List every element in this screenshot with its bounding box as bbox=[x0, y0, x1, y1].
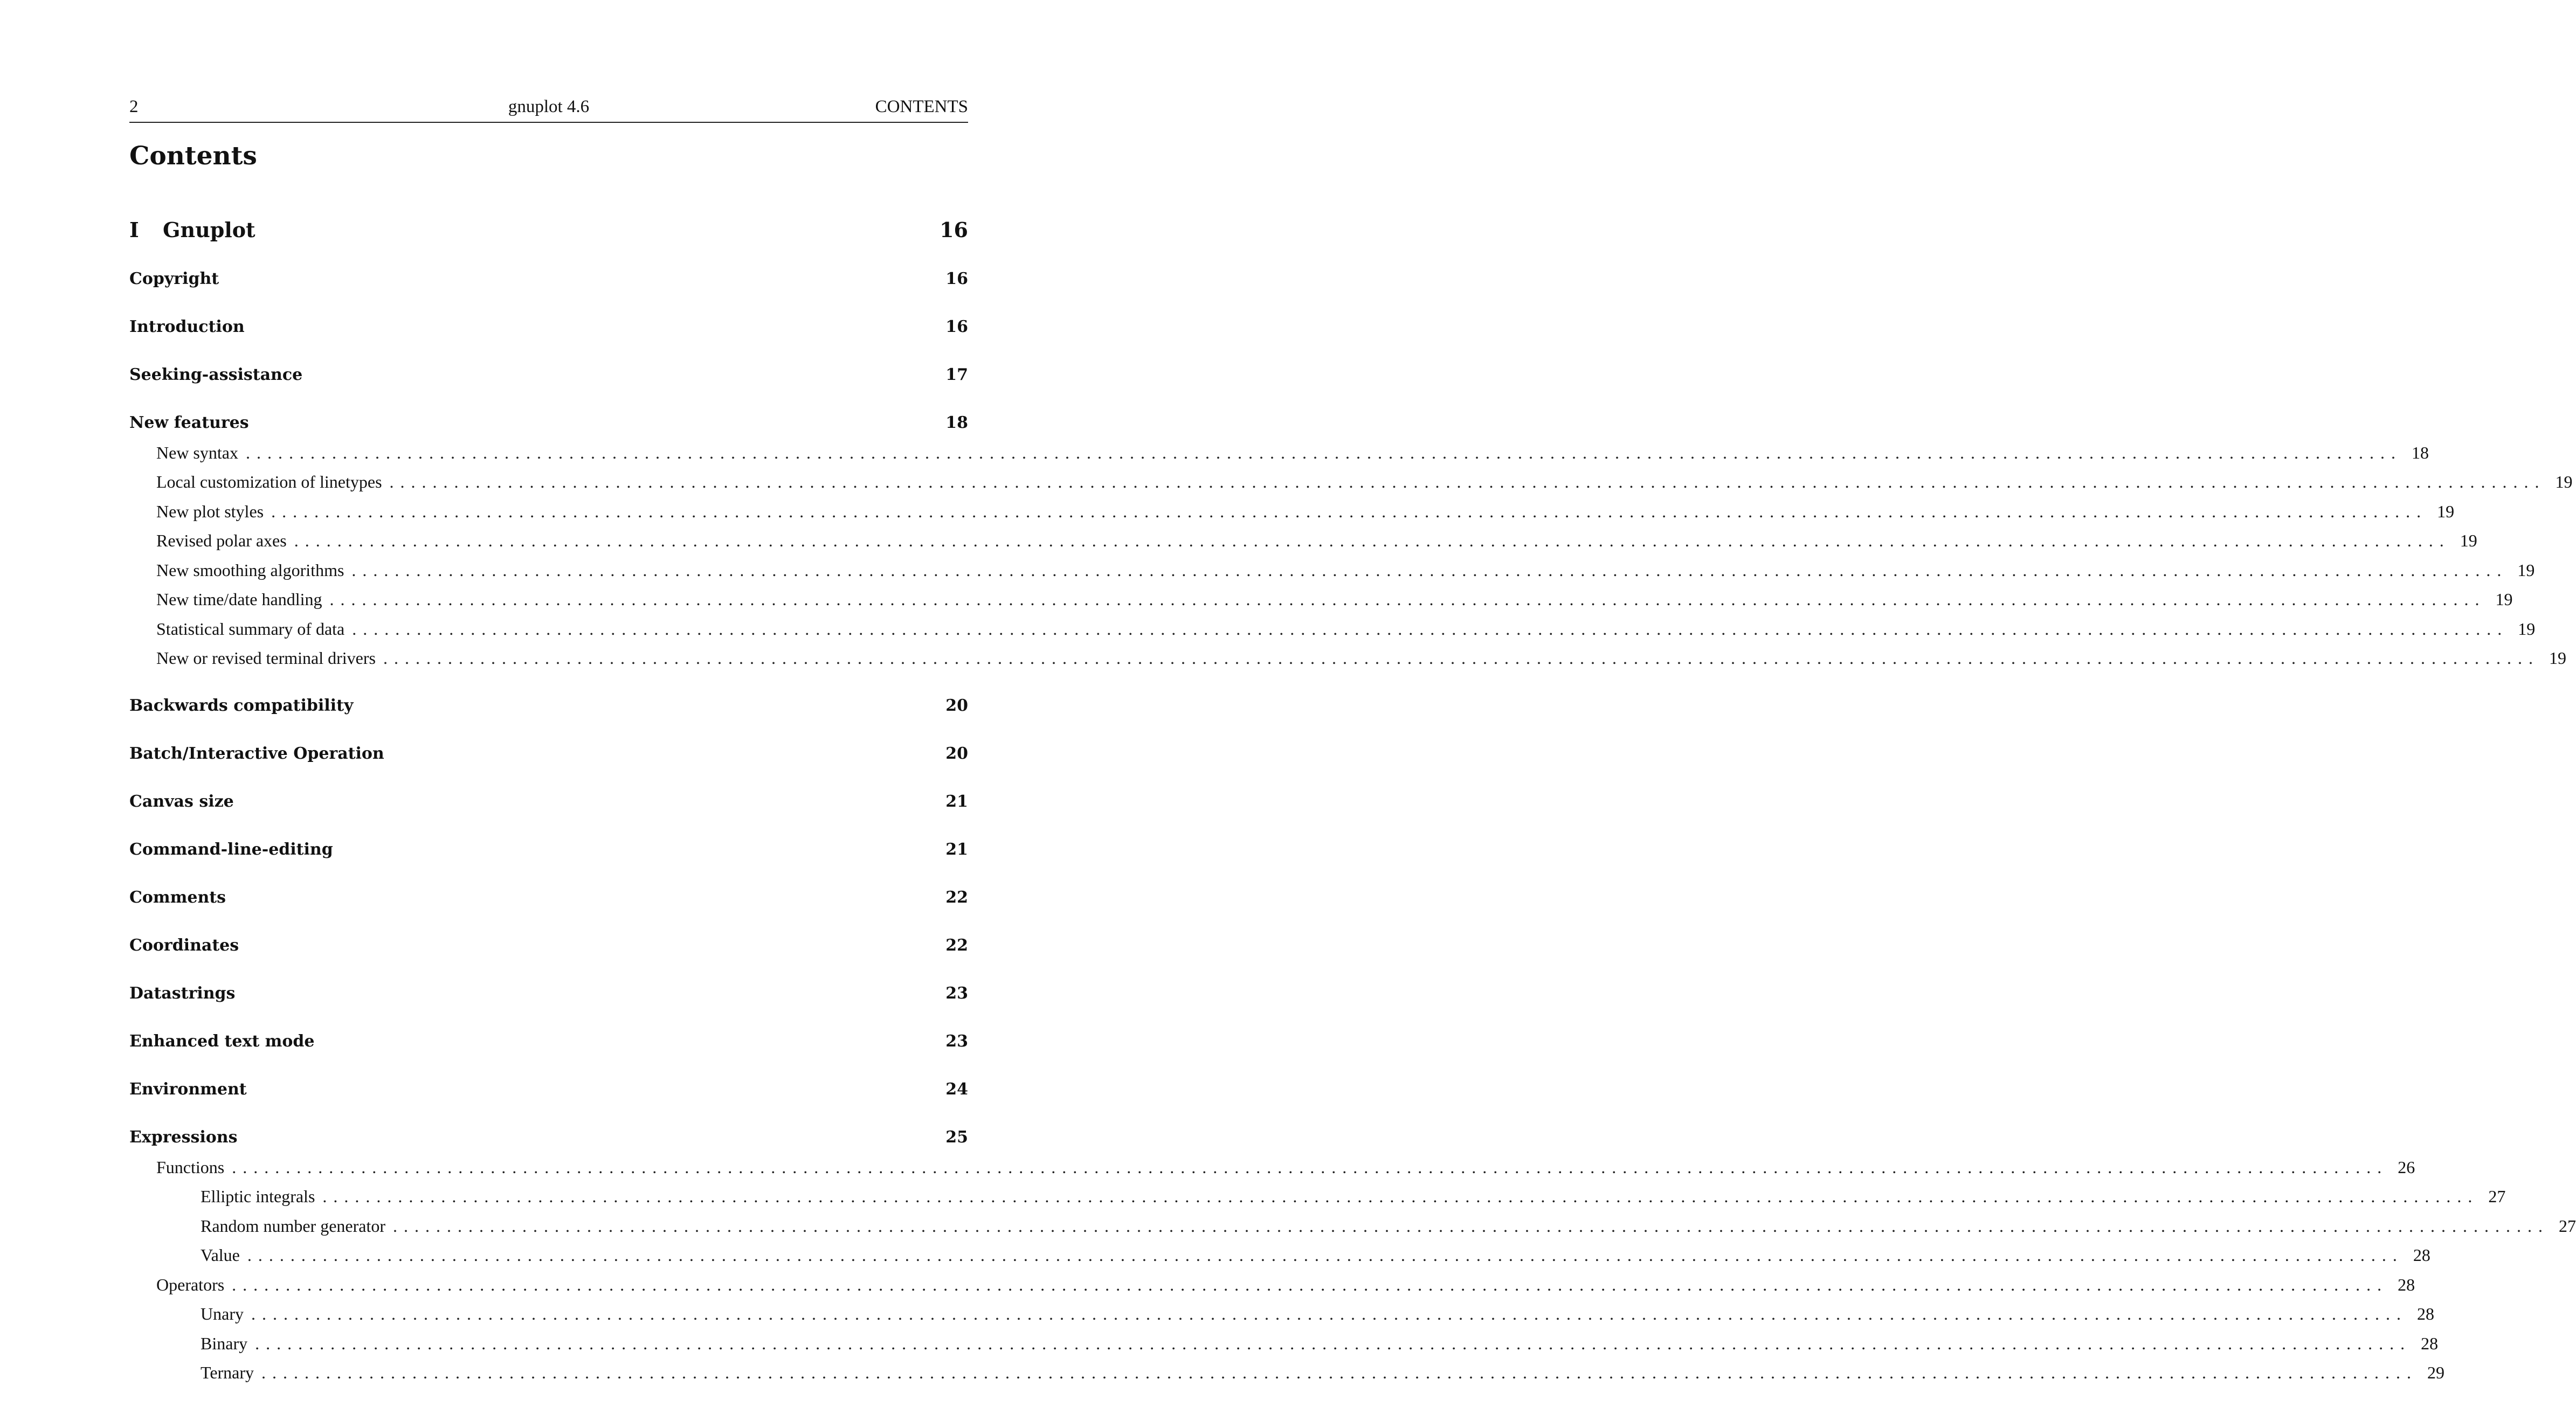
toc-entry-title: Revised polar axes bbox=[156, 531, 287, 550]
toc-subsection-entry[interactable] bbox=[129, 1304, 2434, 1326]
toc-entry-page: 18 bbox=[2411, 443, 2429, 462]
toc-chapter-entry[interactable] bbox=[129, 984, 968, 1006]
toc-dot-leader: ........................................................................................................................................................................................................ bbox=[232, 1157, 2388, 1177]
toc-chapter-entry[interactable] bbox=[129, 413, 968, 435]
toc-dot-leader: ........................................................................................................................................................................................................ bbox=[322, 1187, 2479, 1206]
toc-section-entry[interactable] bbox=[129, 1275, 2415, 1297]
toc-entry-page: 24 bbox=[945, 1080, 968, 1099]
toc-part-number: I bbox=[129, 218, 139, 242]
toc-entry-page: 27 bbox=[2488, 1187, 2506, 1206]
toc-chapter-entry[interactable] bbox=[129, 1080, 968, 1101]
toc-entry-page: 19 bbox=[2555, 472, 2573, 491]
toc-chapter-entry[interactable] bbox=[129, 1032, 968, 1053]
toc-entry-page: 19 bbox=[2518, 619, 2536, 639]
toc-entry-title: New time/date handling bbox=[156, 590, 322, 609]
toc-entry-title: Local customization of linetypes bbox=[156, 472, 382, 491]
toc-section-entry[interactable] bbox=[129, 590, 2513, 611]
toc-entry-page: 28 bbox=[2421, 1334, 2439, 1353]
toc-entry-page: 20 bbox=[945, 744, 968, 763]
toc-chapter-entry[interactable] bbox=[129, 888, 968, 910]
toc-dot-leader: ........................................................................................................................................................................................................ bbox=[251, 1304, 2407, 1323]
toc-subsection-entry[interactable] bbox=[129, 1187, 2506, 1208]
toc-entry-page: 29 bbox=[2427, 1363, 2445, 1382]
toc-subsection-entry[interactable] bbox=[129, 1334, 2439, 1355]
toc-entry-page: 18 bbox=[945, 413, 968, 432]
toc-entry-title: Functions bbox=[156, 1157, 225, 1177]
running-head-section: CONTENTS bbox=[875, 97, 968, 116]
toc-entry-title: Expressions bbox=[129, 1128, 238, 1147]
toc-entry-page: 20 bbox=[945, 696, 968, 715]
toc-entry-title: Value bbox=[201, 1245, 240, 1265]
toc-part-page: 16 bbox=[940, 218, 968, 242]
toc-entry-title: New smoothing algorithms bbox=[156, 560, 344, 580]
toc-chapter-entry[interactable] bbox=[129, 792, 968, 814]
toc-entry-title: Backwards compatibility bbox=[129, 696, 354, 715]
toc-section-entry[interactable] bbox=[129, 619, 2536, 641]
running-head-title: gnuplot 4.6 bbox=[508, 97, 590, 116]
toc-section-entry[interactable] bbox=[129, 472, 2573, 494]
toc-entry-page: 19 bbox=[2517, 560, 2535, 580]
toc-entry-page: 16 bbox=[945, 317, 968, 336]
toc-entry-page: 21 bbox=[945, 792, 968, 811]
toc-chapter-entry[interactable] bbox=[129, 744, 968, 766]
toc-subsection-entry[interactable] bbox=[129, 1363, 2445, 1384]
toc-entry-title: Operators bbox=[156, 1275, 225, 1294]
toc-chapter-entry[interactable] bbox=[129, 696, 968, 718]
toc-entry-title: Batch/Interactive Operation bbox=[129, 744, 384, 763]
toc-dot-leader: ........................................................................................................................................................................................................ bbox=[294, 531, 2450, 550]
toc-dot-leader: ........................................................................................................................................................................................................ bbox=[352, 619, 2509, 639]
toc-entry-title: Copyright bbox=[129, 269, 219, 288]
toc-entry-title: Binary bbox=[201, 1334, 248, 1353]
toc-entry-page: 23 bbox=[945, 984, 968, 1003]
toc-entry-title: Enhanced text mode bbox=[129, 1032, 315, 1051]
toc-section-entry[interactable] bbox=[129, 502, 2455, 523]
toc-chapter-entry[interactable] bbox=[129, 365, 968, 387]
toc-entry-title: Command-line-editing bbox=[129, 840, 333, 859]
toc-section-entry[interactable] bbox=[129, 648, 2566, 670]
toc-entry-page: 25 bbox=[945, 1128, 968, 1147]
toc-entry-title: Coordinates bbox=[129, 936, 239, 955]
toc-entry-page: 16 bbox=[945, 269, 968, 288]
toc-dot-leader: ........................................................................................................................................................................................................ bbox=[255, 1334, 2412, 1353]
toc-chapter-entry[interactable] bbox=[129, 936, 968, 958]
toc-entry-page: 19 bbox=[2549, 648, 2566, 668]
toc-chapter-entry[interactable] bbox=[129, 840, 968, 862]
toc-entry-title: New features bbox=[129, 413, 249, 432]
toc-entry-title: Elliptic integrals bbox=[201, 1187, 315, 1206]
toc-entry-title: Introduction bbox=[129, 317, 245, 336]
toc-subsection-entry[interactable] bbox=[129, 1245, 2430, 1267]
toc-entry-title: Datastrings bbox=[129, 984, 236, 1003]
toc-entry-title: Canvas size bbox=[129, 792, 234, 811]
toc-entry-page: 22 bbox=[945, 936, 968, 955]
toc-dot-leader: ........................................................................................................................................................................................................ bbox=[232, 1275, 2388, 1294]
toc-entry-title: New or revised terminal drivers bbox=[156, 648, 376, 668]
toc-entry-title: Unary bbox=[201, 1304, 244, 1323]
page-title: Contents bbox=[129, 141, 257, 171]
toc-entry-page: 23 bbox=[945, 1032, 968, 1051]
running-head-page-number: 2 bbox=[129, 97, 139, 116]
toc-entry-title: Ternary bbox=[201, 1363, 254, 1382]
toc-part[interactable] bbox=[129, 218, 968, 244]
toc-entry-title: Environment bbox=[129, 1080, 247, 1099]
toc-dot-leader: ........................................................................................................................................................................................................ bbox=[329, 590, 2486, 609]
toc-chapter-entry[interactable] bbox=[129, 317, 968, 339]
toc-entry-title: Comments bbox=[129, 888, 226, 907]
toc-entry-title: New syntax bbox=[156, 443, 238, 462]
toc-entry-page: 19 bbox=[2437, 502, 2455, 521]
toc-entry-page: 27 bbox=[2559, 1216, 2576, 1236]
toc-entry-page: 28 bbox=[2398, 1275, 2415, 1294]
toc-dot-leader: ........................................................................................................................................................................................................ bbox=[247, 1245, 2404, 1265]
toc-section-entry[interactable] bbox=[129, 1157, 2415, 1179]
toc-dot-leader: ........................................................................................................................................................................................................ bbox=[389, 472, 2546, 491]
toc-dot-leader: ........................................................................................................................................................................................................ bbox=[383, 648, 2539, 668]
toc-part-title: Gnuplot bbox=[163, 218, 255, 242]
toc-subsection-entry[interactable] bbox=[129, 1216, 2576, 1238]
toc-section-entry[interactable] bbox=[129, 443, 2429, 465]
toc-dot-leader: ........................................................................................................................................................................................................ bbox=[351, 560, 2508, 580]
toc-dot-leader: ........................................................................................................................................................................................................ bbox=[245, 443, 2402, 462]
toc-entry-page: 28 bbox=[2416, 1304, 2434, 1323]
toc-entry-title: New plot styles bbox=[156, 502, 264, 521]
toc-entry-page: 17 bbox=[945, 365, 968, 384]
toc-part-label bbox=[129, 218, 255, 242]
toc-entry-page: 28 bbox=[2413, 1245, 2430, 1265]
toc-dot-leader: ........................................................................................................................................................................................................ bbox=[271, 502, 2428, 521]
toc-entry-title: Random number generator bbox=[201, 1216, 385, 1236]
toc-entry-title: Seeking-assistance bbox=[129, 365, 303, 384]
toc-section-entry[interactable] bbox=[129, 560, 2535, 582]
toc-chapter-entry[interactable] bbox=[129, 1128, 968, 1149]
toc-entry-page: 22 bbox=[945, 888, 968, 907]
toc-dot-leader: ........................................................................................................................................................................................................ bbox=[393, 1216, 2549, 1236]
toc-entry-page: 26 bbox=[2398, 1157, 2415, 1177]
toc-entry-page: 21 bbox=[945, 840, 968, 859]
toc-section-entry[interactable] bbox=[129, 531, 2477, 552]
running-head bbox=[129, 97, 968, 123]
toc-entry-page: 19 bbox=[2460, 531, 2477, 550]
toc-chapter-entry[interactable] bbox=[129, 269, 968, 291]
toc-dot-leader: ........................................................................................................................................................................................................ bbox=[261, 1363, 2418, 1382]
toc-entry-title: Statistical summary of data bbox=[156, 619, 345, 639]
toc-entry-page: 19 bbox=[2495, 590, 2513, 609]
